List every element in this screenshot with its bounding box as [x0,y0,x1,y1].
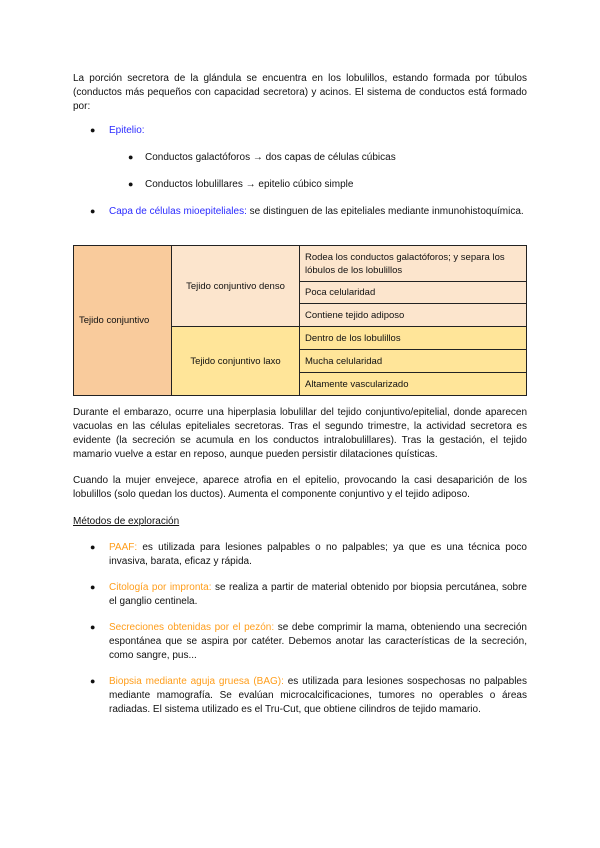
bullet-mioepiteliales [109,205,527,219]
bullet-icon: ● [90,125,96,135]
table-main-cell: Tejido conjuntivo [74,246,172,396]
method-text: se realiza a partir de material obtenido por biopsia percutánea, sobre el ganglio centinela. [109,582,527,607]
bullet-icon: ● [90,206,96,216]
bullet-title: Epitelio: [109,125,145,136]
table-cell: Poca celularidad [300,282,527,304]
bullet-epitelio [109,124,527,138]
method-title: Citología por impronta: [109,582,212,593]
table-cell: Contiene tejido adiposo [300,304,527,327]
bullet-icon: ● [90,676,96,686]
method-title: Secreciones obtenidas por el pezón: [109,622,275,633]
bullet-icon: ● [90,582,96,592]
section-heading: Métodos de exploración [73,516,180,527]
method-text: es utilizada para lesiones palpables o no palpables; ya que es una técnica poco invasiva, barata, eficaz y rápida. [109,542,527,567]
bullet-icon: ● [128,179,134,189]
bullet-title: Capa de células mioepiteliales: [109,206,247,217]
table-group-cell: Tejido conjuntivo laxo [172,327,300,396]
table-cell: Rodea los conductos galactóforos; y separa los lóbulos de los lobulillos [300,246,527,282]
bullet-icon: ● [128,152,134,162]
bullet-text: se distinguen de las epiteliales mediante inmunohistoquímica. [246,206,524,217]
table-group-cell: Tejido conjuntivo denso [172,246,300,327]
aging-paragraph: Cuando la mujer envejece, aparece atrofia en el epitelio, provocando la casi desaparición de los lobulillos (solo quedan los ductos). Aumenta el componente conjuntivo y el tejido adiposo. [73,475,527,500]
table-cell: Altamente vascularizado [300,373,527,396]
bullet-icon: ● [90,542,96,552]
method-title: PAAF: [109,542,138,553]
method-text: es utilizada para lesiones sospechosas no palpables mediante mamografía. Se evalúan microcalcificaciones, tumores no operables o áreas radiadas. El sistema utilizado es el Tru-Cut, que obtiene cilindros de tejido mamario. [109,676,527,715]
intro-paragraph: La porción secretora de la glándula se encuentra en los lobulillos, estando formada por túbulos (conductos más pequeños con capacidad secretora) y acinos. El sistema de conductos está formado por: [73,73,527,112]
method-item [109,581,527,609]
method-title: Biopsia mediante aguja gruesa (BAG): [109,676,284,687]
method-item [109,621,527,663]
method-item [109,541,527,569]
method-item [109,675,527,717]
sub-bullet: Conductos galactóforos → dos capas de células cúbicas [145,152,396,163]
sub-bullet: Conductos lobulillares → epitelio cúbico simple [145,179,354,190]
table-cell: Dentro de los lobulillos [300,327,527,350]
pregnancy-paragraph: Durante el embarazo, ocurre una hiperplasia lobulillar del tejido conjuntivo/epitelial, donde aparecen vacuolas en las células epiteliales secretoras. Tras el segundo trimestre, la actividad secretora es evidente (la secreción se acumula en los conductos intralobulillares). Tras la gestación, el tejido mamario vuelve a estar en reposo, aunque pueden persistir dilataciones quísticas. [73,407,527,460]
tejido-conjuntivo-table [73,245,527,396]
table-cell: Mucha celularidad [300,350,527,373]
bullet-icon: ● [90,622,96,632]
method-text: se debe comprimir la mama, obteniendo una secreción espontánea que se aspira por catéter. Debemos anotar las características de la secreción, como sangre, pus... [109,622,527,661]
